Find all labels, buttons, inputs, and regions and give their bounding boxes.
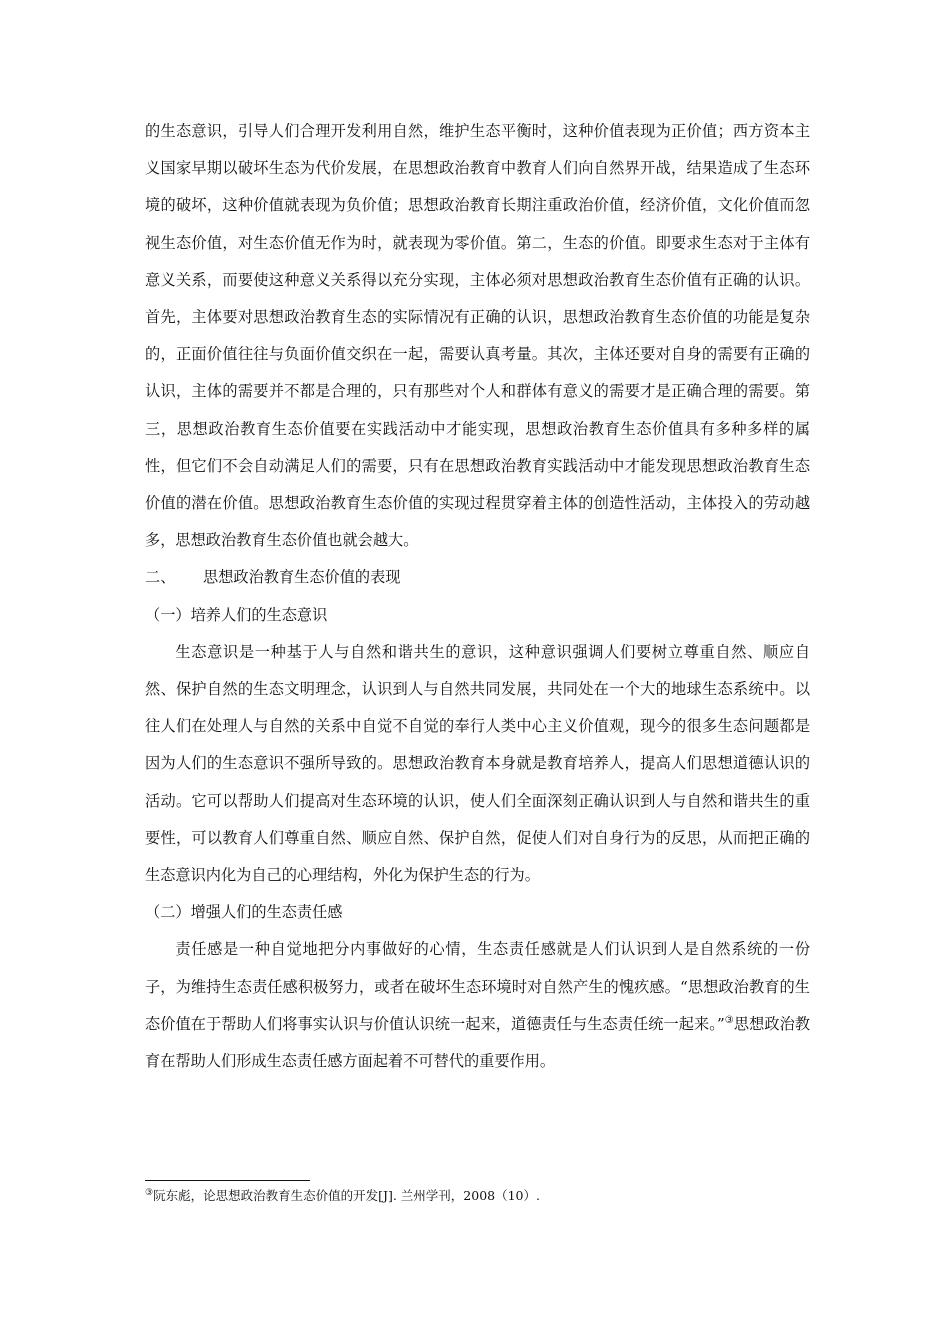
subsection-heading-1: （一）培养人们的生态意识 bbox=[145, 605, 328, 624]
paragraph-ecological-value-continuation: 的生态意识，引导人们合理开发利用自然，维护生态平衡时，这种价值表现为正价值；西方资本主义国家早期以破坏生态为代价发展，在思想政治教育中教育人们向自然界开战，结果造成了生态环境的破坏，这种价值就表现为负价值；思想政治教育长期注重政治价值，经济价值，文化价值而忽视生态价值，对生态价值无作为时，就表现为零价值。第二，生态的价值。即要求生态对于主体有意义关系，而要使这种意义关系得以充分实现，主体必须对思想政治教育生态价值有正确的认识。首先，主体要对思想政治教育生态的实际情况有正确的认识，思想政治教育生态价值的功能是复杂的，正面价值往往与负面价值交织在一起，需要认真考量。其次，主体还要对自身的需要有正确的认识，主体的需要并不都是合理的，只有那些对个人和群体有意义的需要才是正确合理的需要。第三，思想政治教育生态价值要在实践活动中才能实现，思想政治教育生态价值具有多种多样的属性，但它们不会自动满足人们的需要，只有在思想政治教育实践活动中才能发现思想政治教育生态价值的潜在价值。思想政治教育生态价值的实现过程贯穿着主体的创造性活动，主体投入的劳动越多，思想政治教育生态价值也就会越大。 bbox=[145, 122, 810, 550]
footnote bbox=[145, 1186, 810, 1206]
paragraph-ecological-responsibility bbox=[145, 931, 810, 1080]
section-number: 二、 bbox=[145, 568, 176, 587]
paragraph-text-part: 思想政治教育在帮助人们形成生态责任感方面起着不可替代的重要作用。 bbox=[145, 1014, 811, 1071]
footnote-separator bbox=[145, 1180, 310, 1181]
footnote-text: 阮东彪，论思想政治教育生态价值的开发[J]. 兰州学刊，2008（10）. bbox=[153, 1188, 540, 1203]
paragraph-ecological-awareness: 生态意识是一种基于人与自然和谐共生的意识，这种意识强调人们要树立尊重自然、顺应自然、保护自然的生态文明理念，认识到人与自然共同发展，共同处在一个大的地球生态系统中。以往人们在处理人与自然的关系中自觉不自觉的奉行人类中心主义价值观，现今的很多生态问题都是因为人们的生态意识不强所导致的。思想政治教育本身就是教育培养人，提高人们思想道德认识的活动。它可以帮助人们提高对生态环境的认识，使人们全面深刻正确认识到人与自然和谐共生的重要性，可以教育人们尊重自然、顺应自然、保护自然，促使人们对自身行为的反思，从而把正确的生态意识内化为自己的心理结构，外化为保护生态的行为。 bbox=[145, 642, 810, 885]
document-body bbox=[145, 113, 810, 1080]
subsection-heading-2: （二）增强人们的生态责任感 bbox=[145, 903, 343, 922]
footnote-mark: ③ bbox=[145, 1187, 154, 1198]
footnote-reference[interactable]: ③ bbox=[724, 1014, 734, 1026]
section-heading-2 bbox=[145, 559, 810, 596]
section-title: 思想政治教育生态价值的表现 bbox=[203, 568, 401, 587]
paragraph-text-part: 责任感是一种自觉地把分内事做好的心情，生态责任感就是人们认识到人是自然系统的一份子，为维持生态责任感积极努力，或者在破坏生态环境时对自然产生的愧疚感。“思想政治教育的生态价值在于帮助人们将事实认识与价值认识统一起来，道德责任与生态责任统一起来。” bbox=[145, 940, 810, 1033]
